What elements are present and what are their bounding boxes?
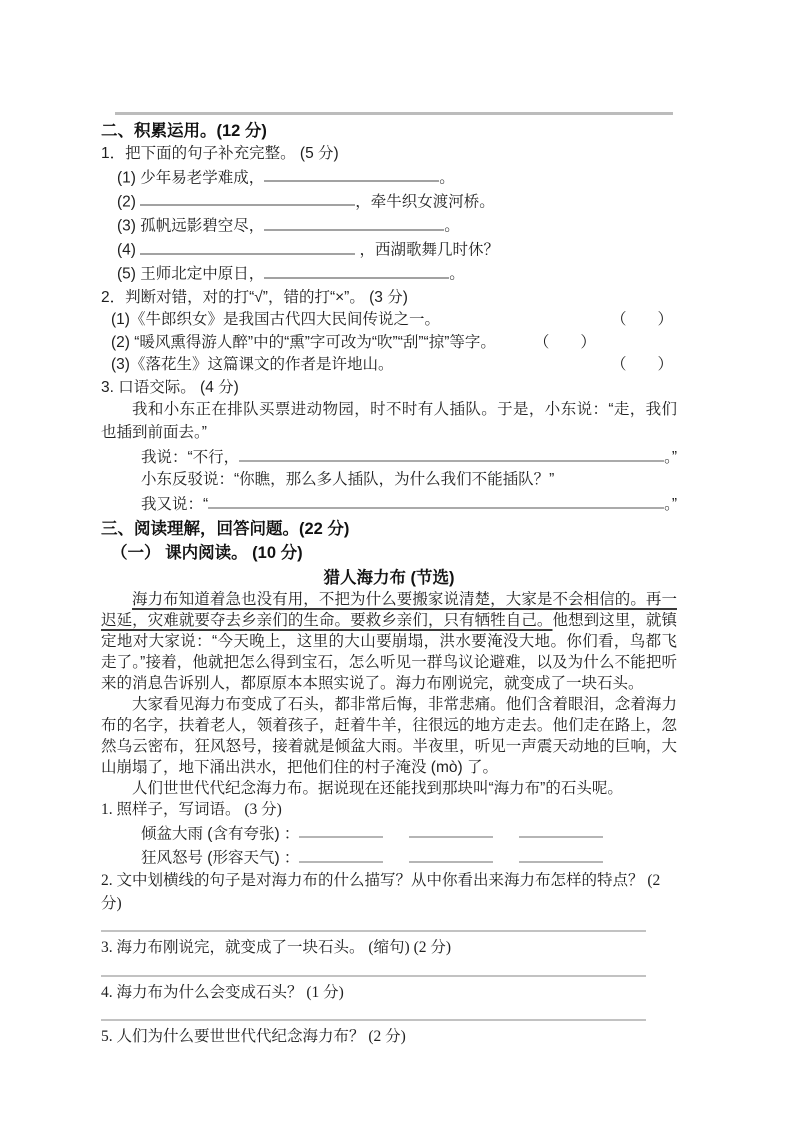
tf-item-3 <box>111 354 677 377</box>
word-row-1-blank-2 <box>409 822 493 839</box>
passage-paragraph-1-rest: 他想到这里，就镇定地对大家说：“今天晚上，这里的大山要崩塌，洪水要淹没大地。你们看，鸟都飞走了。”接着，他就把怎么得到宝石，怎么听见一群鸟议论避难，以及为什么不能把听来的消息告诉别人，都原原本本照实说了。海力布刚说完，就变成了一块石头。 <box>101 612 677 693</box>
oral-intro-paragraph: 我和小东正在排队买票进动物园，时不时有人插队。于是，小东说：“走，我们也插到前面去。” <box>101 401 677 441</box>
fill-item-4 <box>117 238 677 262</box>
tf-item-1-text: (1)《牛郎织女》是我国古代四大民间传说之一。 <box>111 311 440 329</box>
word-row-1 <box>141 822 677 846</box>
fill-item-5-prefix: (5) 王师北定中原日， <box>117 266 265 284</box>
word-row-2 <box>141 846 677 870</box>
section3-heading: 三、阅读理解，回答问题。(22 分) <box>101 519 350 538</box>
reading-passage <box>101 589 677 799</box>
passage-paragraph-2: 大家看见海力布变成了石头，都非常后悔，非常悲痛。他们含着眼泪，念着海力布的名字，扶着老人，领着孩子，赶着牛羊，往很远的地方走去。他们走在路上，忽然乌云密布，狂风怒号，接着就是倾盆大雨。半夜里，听见一声震天动地的巨响，大山崩塌了，地下涌出洪水，把他们住的村子淹没 (mò) 了。 <box>101 696 677 777</box>
dialogue-line-1-suffix: 。” <box>664 448 677 466</box>
word-row-1-blank-3 <box>519 822 603 839</box>
reading-q4-label: 4. 海力布为什么会变成石头？ (1 分) <box>101 983 344 1001</box>
dialogue-line-3-suffix: 。” <box>664 496 677 514</box>
fill-item-1-blank <box>264 166 439 183</box>
fill-item-2-blank <box>140 190 355 207</box>
tf-item-1-spacer <box>440 309 611 332</box>
passage-title: 猎人海力布 (节选) <box>323 568 455 587</box>
exam-content-column <box>101 112 677 1049</box>
fill-item-3-prefix: (3) 孤帆远影碧空尽， <box>117 217 265 235</box>
fill-item-3-suffix: 。 <box>444 217 460 235</box>
word-row-1-label: 倾盆大雨 (含有夸张) ： <box>141 825 300 843</box>
word-row-2-blank-1 <box>299 846 383 863</box>
answer-line-q2 <box>101 930 646 932</box>
fill-item-2 <box>117 190 677 214</box>
tf-item-2 <box>111 332 677 355</box>
dialogue-line-2: 小东反驳说：“你瞧，那么多人插队，为什么我们不能插队？” <box>141 471 555 489</box>
word-row-2-label: 狂风怒号 (形容天气) ： <box>141 849 300 867</box>
q3-label: 3. 口语交际。 (4 分) <box>101 378 239 396</box>
fill-item-2-prefix: (2) <box>117 193 141 211</box>
dialogue-line-1-blank <box>239 444 664 462</box>
tf-item-3-spacer <box>393 354 611 377</box>
section3-sub-heading: （一） 课内阅读。 (10 分) <box>111 543 303 562</box>
dialogue-line-1-prefix: 我说：“不行， <box>141 448 240 466</box>
passage-paragraph-3: 人们世世代代纪念海力布。据说现在还能找到那块叫“海力布”的石头呢。 <box>132 780 623 798</box>
answer-line-q4 <box>101 1019 646 1021</box>
q1-label: 1．把下面的句子补充完整。 (5 分) <box>101 145 339 162</box>
tf-item-3-text: (3)《落花生》这篇课文的作者是许地山。 <box>111 356 394 374</box>
reading-q2-label: 2. 文中划横线的句子是对海力布的什么描写？从中你看出来海力布怎样的特点？ (2 分) <box>101 872 661 912</box>
fill-item-4-prefix: (4) <box>117 241 141 259</box>
fill-item-1-suffix: 。 <box>439 169 455 187</box>
fill-item-3-blank <box>264 214 444 231</box>
section2-heading: 二、积累运用。(12 分) <box>101 122 267 140</box>
word-row-1-blank-1 <box>299 822 383 839</box>
fill-item-5 <box>117 262 677 286</box>
tf-item-1-brackets: （ ） <box>610 311 673 329</box>
tf-item-2-spacer <box>496 332 534 355</box>
fill-item-1-prefix: (1) 少年易老学难成， <box>117 169 265 187</box>
reading-q3-label: 3. 海力布刚说完，就变成了一块石头。 (缩句) (2 分) <box>101 939 452 957</box>
fill-item-3 <box>117 214 677 238</box>
dialogue-line-3 <box>141 492 677 517</box>
answer-line-q3 <box>101 975 646 977</box>
dialogue-line-1 <box>141 444 677 469</box>
fill-item-2-suffix: ，牵牛织女渡河桥。 <box>355 193 495 211</box>
top-divider-line <box>115 112 673 115</box>
tf-item-2-brackets: （ ） <box>533 333 596 351</box>
q2-label: 2．判断对错，对的打“√”，错的打“×”。 (3 分) <box>101 288 408 306</box>
passage-paragraph-1 <box>101 589 677 694</box>
fill-item-4-suffix: ，西湖歌舞几时休？ <box>355 241 500 259</box>
dialogue-line-3-prefix: 我又说：“ <box>141 496 209 514</box>
tf-item-1 <box>111 309 677 332</box>
tf-item-2-text: (2) “暖风熏得游人醉”中的“熏”字可改为“吹”“刮”“掠”等字。 <box>111 333 496 351</box>
passage-underlined-sentence: 海力布知道着急也没有用，不把为什么要搬家说清楚，大家是不会相信的。再一迟延，灾难就要夺去乡亲们的生命。要救乡亲们，只有牺牲自己。 <box>101 591 677 630</box>
reading-q5-label: 5. 人们为什么要世世代代纪念海力布？ (2 分) <box>101 1028 406 1046</box>
fill-item-5-suffix: 。 <box>449 266 465 284</box>
word-row-2-blank-2 <box>409 846 493 863</box>
fill-item-5-blank <box>264 262 449 279</box>
fill-item-1 <box>117 166 677 190</box>
fill-item-4-blank <box>140 238 355 255</box>
word-row-2-blank-3 <box>519 846 603 863</box>
reading-q1-label: 1. 照样子，写词语。 (3 分) <box>101 801 282 819</box>
dialogue-line-3-blank <box>208 492 664 510</box>
tf-item-3-brackets: （ ） <box>610 356 673 374</box>
